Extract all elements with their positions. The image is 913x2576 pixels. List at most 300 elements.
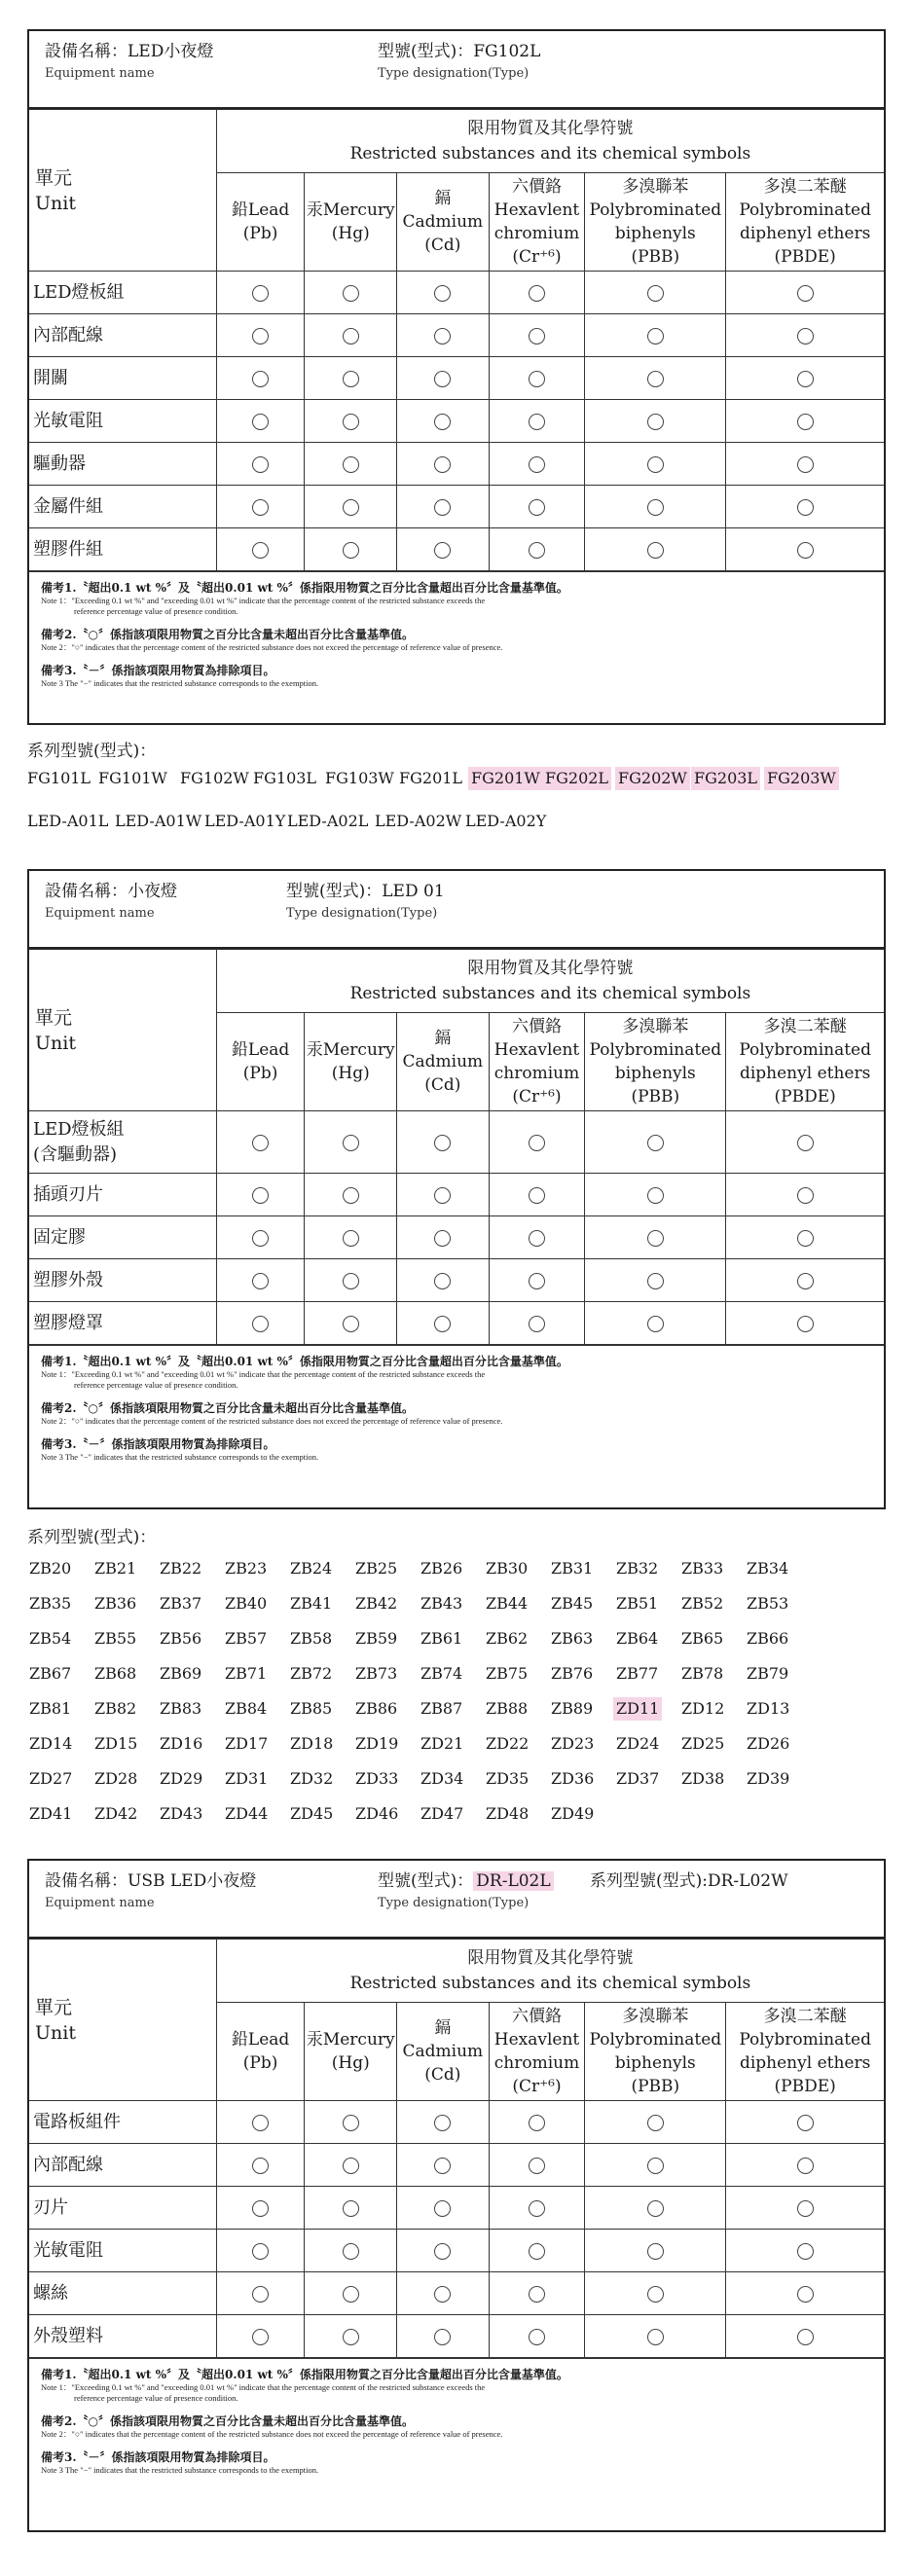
note-en: Note 2："○" indicates that the percentage content of the restricted substance does not exceed the percentage of reference value of presence. <box>41 642 503 652</box>
model-number: ZD45 <box>290 1804 334 1823</box>
compliance-cell <box>585 2315 726 2358</box>
substance-header-line: Polybrominated <box>739 2030 871 2050</box>
circle-icon <box>647 2200 664 2217</box>
substance-header-line: Polybrominated <box>589 1040 722 1060</box>
type-designation: 型號(型式)：FG102L <box>378 42 541 61</box>
header-row <box>29 110 884 173</box>
circle-icon <box>529 542 545 559</box>
compliance-cell <box>305 400 397 443</box>
circle-icon <box>797 499 814 516</box>
table-row <box>29 1174 884 1216</box>
circle-icon <box>647 414 664 430</box>
substance-header-line: 多溴二苯醚 <box>763 2007 847 2026</box>
compliance-cell <box>585 357 726 400</box>
compliance-cell <box>305 2144 397 2187</box>
substance-header-line: 多溴二苯醚 <box>763 1017 847 1036</box>
substance-header-line: Polybrominated <box>589 2030 722 2050</box>
circle-icon <box>647 1135 664 1151</box>
compliance-cell <box>489 2230 585 2272</box>
model-number: ZD15 <box>94 1734 138 1753</box>
substance-header <box>397 173 490 272</box>
circle-icon <box>797 1316 814 1332</box>
substance-header <box>305 1013 397 1111</box>
substance-header <box>585 2003 726 2101</box>
substance-header <box>489 1013 585 1111</box>
equipment-header <box>29 1861 884 1939</box>
model-number: ZD24 <box>616 1734 660 1753</box>
model-number: ZD29 <box>160 1769 203 1788</box>
component-name: 塑膠燈罩 <box>29 1302 216 1345</box>
equipment-header <box>29 31 884 109</box>
circle-icon <box>343 2243 359 2260</box>
circle-icon <box>647 1187 664 1204</box>
circle-icon <box>434 499 451 516</box>
compliance-cell <box>585 1259 726 1302</box>
table-row <box>29 1216 884 1259</box>
circle-icon <box>252 499 269 516</box>
compliance-cell <box>726 357 884 400</box>
component-name: 光敏電阻 <box>29 400 216 443</box>
compliance-cell <box>585 2101 726 2144</box>
substance-header-line: chromium <box>493 224 580 243</box>
model-number: ZB23 <box>225 1559 268 1578</box>
series-title: 系列型號(型式)： <box>27 1528 157 1547</box>
model-number: ZB21 <box>94 1559 137 1578</box>
circle-icon <box>647 2243 664 2260</box>
circle-icon <box>434 328 451 345</box>
substance-header-line: diphenyl ethers <box>739 2053 871 2073</box>
model-number: ZB31 <box>551 1559 594 1578</box>
circle-icon <box>647 2115 664 2131</box>
note-en: reference percentage value of presence condition. <box>74 606 238 616</box>
model-number: ZB85 <box>290 1699 333 1718</box>
circle-icon <box>252 1273 269 1289</box>
compliance-cell <box>216 1111 305 1174</box>
model-number: ZB43 <box>420 1594 463 1613</box>
substance-header-line: Polybrominated <box>739 200 871 220</box>
compliance-cell <box>216 1259 305 1302</box>
type-designation-en: Type designation(Type) <box>378 66 530 81</box>
unit-label-en: Unit <box>35 2021 76 2044</box>
model-number: ZB51 <box>616 1594 659 1613</box>
circle-icon <box>529 285 545 302</box>
unit-header <box>29 110 216 272</box>
compliance-cell <box>216 314 305 357</box>
model-number: ZD22 <box>486 1734 530 1753</box>
compliance-cell <box>305 2272 397 2315</box>
note-cn: 備考1.〝超出0.1 wt %〞及〝超出0.01 wt %〞係指限用物質之百分比含量超出百分比含量基準值。 <box>41 1355 568 1368</box>
compliance-cell <box>726 528 884 571</box>
restricted-label-en: Restricted substances and its chemical symbols <box>349 984 751 1003</box>
header-row <box>29 1940 884 2003</box>
unit-header <box>29 1940 216 2101</box>
model-number: ZB41 <box>290 1594 333 1613</box>
circle-icon <box>252 2200 269 2217</box>
compliance-cell <box>726 443 884 486</box>
circle-icon <box>252 414 269 430</box>
circle-icon <box>797 456 814 473</box>
compliance-cell <box>216 2230 305 2272</box>
component-name: 固定膠 <box>29 1216 216 1259</box>
substance-header <box>397 2003 490 2101</box>
circle-icon <box>252 2115 269 2131</box>
model-number: ZD25 <box>681 1734 725 1753</box>
component-name: 塑膠件組 <box>29 528 216 571</box>
model-number: ZB52 <box>681 1594 724 1613</box>
circle-icon <box>434 456 451 473</box>
circle-icon <box>434 1135 451 1151</box>
compliance-cell <box>397 314 490 357</box>
model-number: ZB62 <box>486 1629 529 1648</box>
model-number: ZB75 <box>486 1664 529 1683</box>
type-designation-en: Type designation(Type) <box>378 1896 530 1910</box>
note-en: reference percentage value of presence condition. <box>74 2393 238 2403</box>
circle-icon <box>647 1316 664 1332</box>
note <box>41 2367 874 2404</box>
note <box>41 1400 874 1427</box>
circle-icon <box>343 371 359 387</box>
compliance-cell <box>585 1174 726 1216</box>
model-number: ZB71 <box>225 1664 268 1683</box>
restricted-substances-header <box>216 1940 884 2003</box>
model-number: FG201L <box>399 769 463 787</box>
component-name: 塑膠外殼 <box>29 1259 216 1302</box>
circle-icon <box>252 1230 269 1247</box>
model-number: ZD37 <box>616 1769 660 1788</box>
compliance-cell <box>585 272 726 314</box>
compliance-cell <box>216 486 305 528</box>
component-name-line: (含驅動器) <box>33 1143 118 1165</box>
substance-header-line: 鉛Lead <box>231 1040 290 1060</box>
model-number: LED-A02W <box>375 812 462 830</box>
model-number: ZB26 <box>420 1559 463 1578</box>
model-number: LED-A01L <box>27 812 109 830</box>
circle-icon <box>343 1187 359 1204</box>
compliance-cell <box>726 314 884 357</box>
circle-icon <box>252 2329 269 2345</box>
substance-header-line: (Cd) <box>424 236 461 255</box>
substance-header-line: Hexavlent <box>493 200 580 220</box>
circle-icon <box>529 371 545 387</box>
compliance-cell <box>489 314 585 357</box>
compliance-cell <box>397 400 490 443</box>
model-number: ZB22 <box>160 1559 202 1578</box>
compliance-cell <box>305 2230 397 2272</box>
circle-icon <box>252 542 269 559</box>
circle-icon <box>434 1230 451 1247</box>
note-cn: 備考3.〝－〞係指該項限用物質為排除項目。 <box>41 664 275 677</box>
equipment-name-en: Equipment name <box>45 906 155 921</box>
compliance-cell <box>585 314 726 357</box>
note <box>41 1436 874 1463</box>
compliance-cell <box>585 2187 726 2230</box>
substance-table <box>29 949 884 1345</box>
substance-header <box>585 1013 726 1111</box>
substance-header-line: 鎘Cadmium <box>402 189 484 232</box>
compliance-cell <box>489 2272 585 2315</box>
model-number: ZB69 <box>160 1664 202 1683</box>
model-number: ZD21 <box>420 1734 464 1753</box>
note-cn: 備考1.〝超出0.1 wt %〞及〝超出0.01 wt %〞係指限用物質之百分比含量超出百分比含量基準值。 <box>41 2368 568 2381</box>
substance-header-line: (PBB) <box>631 1087 680 1107</box>
restricted-label-en: Restricted substances and its chemical symbols <box>349 1974 751 1993</box>
component-name: 外殼塑料 <box>29 2315 216 2358</box>
substance-header-line: (PBDE) <box>774 1087 836 1107</box>
table-row <box>29 528 884 571</box>
model-number: ZD42 <box>94 1804 138 1823</box>
table-row <box>29 1259 884 1302</box>
substance-header <box>216 1013 305 1111</box>
restricted-substances-header <box>216 950 884 1013</box>
circle-icon <box>343 2115 359 2131</box>
compliance-cell <box>489 357 585 400</box>
substance-header <box>397 1013 490 1111</box>
compliance-cell <box>305 1111 397 1174</box>
circle-icon <box>343 2286 359 2303</box>
restricted-label-cn: 限用物質及其化學符號 <box>467 959 634 978</box>
table-row <box>29 443 884 486</box>
circle-icon <box>252 1135 269 1151</box>
model-number: ZB20 <box>29 1559 72 1578</box>
model-number: ZB72 <box>290 1664 333 1683</box>
circle-icon <box>343 2158 359 2174</box>
unit-label-en: Unit <box>35 192 76 214</box>
model-number-highlighted: ZD11 <box>613 1697 662 1721</box>
substance-header <box>305 2003 397 2101</box>
model-number: ZB78 <box>681 1664 724 1683</box>
note <box>41 1354 874 1391</box>
model-number: ZD35 <box>486 1769 530 1788</box>
circle-icon <box>529 2329 545 2345</box>
compliance-cell <box>216 1216 305 1259</box>
rohs-table-1 <box>27 29 886 725</box>
table-row <box>29 2187 884 2230</box>
notes <box>29 2358 884 2491</box>
component-name: 插頭刃片 <box>29 1174 216 1216</box>
substance-header-line: 多溴聯苯 <box>622 1017 689 1036</box>
model-number: ZB82 <box>94 1699 137 1718</box>
compliance-cell <box>489 1259 585 1302</box>
component-name-line: LED燈板組 <box>33 1118 125 1140</box>
circle-icon <box>529 2286 545 2303</box>
circle-icon <box>434 414 451 430</box>
compliance-cell <box>585 1302 726 1345</box>
substance-header-line: (PBB) <box>631 247 680 267</box>
circle-icon <box>252 2158 269 2174</box>
model-number: ZD26 <box>747 1734 790 1753</box>
compliance-cell <box>216 2187 305 2230</box>
circle-icon <box>252 371 269 387</box>
restricted-label-en: Restricted substances and its chemical symbols <box>349 144 751 163</box>
compliance-cell <box>216 2144 305 2187</box>
compliance-cell <box>305 1216 397 1259</box>
note-cn: 備考2.〝○〞係指該項限用物質之百分比含量未超出百分比含量基準值。 <box>41 2414 415 2428</box>
circle-icon <box>647 499 664 516</box>
model-number: ZB64 <box>616 1629 659 1648</box>
equipment-name-en: Equipment name <box>45 66 155 81</box>
note-en: reference percentage value of presence condition. <box>74 1380 238 1390</box>
note <box>41 2449 874 2476</box>
compliance-cell <box>397 1174 490 1216</box>
model-number: ZB55 <box>94 1629 137 1648</box>
model-number: ZD32 <box>290 1769 334 1788</box>
compliance-cell <box>489 443 585 486</box>
compliance-cell <box>397 2315 490 2358</box>
circle-icon <box>529 2200 545 2217</box>
note-en: Note 2："○" indicates that the percentage content of the restricted substance does not exceed the percentage of reference value of presence. <box>41 2429 503 2439</box>
substance-header-line: chromium <box>493 1064 580 1083</box>
circle-icon <box>647 2286 664 2303</box>
compliance-cell <box>726 1302 884 1345</box>
substance-header-line: biphenyls <box>614 1064 696 1083</box>
circle-icon <box>529 2158 545 2174</box>
compliance-cell <box>585 486 726 528</box>
compliance-cell <box>585 2272 726 2315</box>
model-number: ZB54 <box>29 1629 72 1648</box>
model-number: LED-A02L <box>287 812 369 830</box>
model-number: ZD41 <box>29 1804 73 1823</box>
circle-icon <box>647 371 664 387</box>
circle-icon <box>434 2286 451 2303</box>
model-number: ZD31 <box>225 1769 269 1788</box>
series-title: 系列型號(型式)： <box>27 742 157 761</box>
unit-label-en: Unit <box>35 1032 76 1054</box>
table-row <box>29 2272 884 2315</box>
circle-icon <box>797 371 814 387</box>
notes <box>29 571 884 705</box>
model-number: ZB40 <box>225 1594 268 1613</box>
circle-icon <box>647 328 664 345</box>
component-name: 驅動器 <box>29 443 216 486</box>
note-cn: 備考1.〝超出0.1 wt %〞及〝超出0.01 wt %〞係指限用物質之百分比含量超出百分比含量基準值。 <box>41 581 568 595</box>
compliance-cell <box>726 1174 884 1216</box>
note <box>41 663 874 689</box>
circle-icon <box>797 542 814 559</box>
circle-icon <box>252 1187 269 1204</box>
compliance-cell <box>305 1259 397 1302</box>
compliance-cell <box>585 528 726 571</box>
circle-icon <box>343 285 359 302</box>
circle-icon <box>529 1273 545 1289</box>
compliance-cell <box>397 1259 490 1302</box>
model-number: ZB87 <box>420 1699 463 1718</box>
model-number: ZD28 <box>94 1769 138 1788</box>
substance-header-line: (Cd) <box>424 2065 461 2085</box>
circle-icon <box>434 1316 451 1332</box>
compliance-cell <box>397 2144 490 2187</box>
circle-icon <box>434 371 451 387</box>
note <box>41 627 874 653</box>
type-designation <box>378 1869 554 1894</box>
equipment-header <box>29 871 884 949</box>
substance-header-line: 汞Mercury <box>306 1040 395 1060</box>
model-number-highlighted: FG202L <box>542 767 611 790</box>
circle-icon <box>434 2115 451 2131</box>
model-number: ZB58 <box>290 1629 333 1648</box>
model-number-highlighted: FG203W <box>764 767 839 790</box>
model-number: ZB44 <box>486 1594 529 1613</box>
model-number: ZD19 <box>355 1734 399 1753</box>
model-number: ZB74 <box>420 1664 463 1683</box>
model-number: ZB53 <box>747 1594 789 1613</box>
model-number: ZB32 <box>616 1559 659 1578</box>
model-number: ZB81 <box>29 1699 72 1718</box>
model-number: ZD48 <box>486 1804 530 1823</box>
component-name: 電路板組件 <box>29 2101 216 2144</box>
model-number: ZD47 <box>420 1804 464 1823</box>
compliance-cell <box>397 2230 490 2272</box>
substance-header-line: (Hg) <box>331 224 370 243</box>
model-number: ZD43 <box>160 1804 203 1823</box>
model-number: ZD14 <box>29 1734 73 1753</box>
substance-header-line: (Hg) <box>331 1064 370 1083</box>
circle-icon <box>529 414 545 430</box>
circle-icon <box>343 2329 359 2345</box>
substance-header <box>305 173 397 272</box>
circle-icon <box>252 328 269 345</box>
equipment-name: 設備名稱：小夜燈 <box>45 882 177 901</box>
compliance-cell <box>489 1174 585 1216</box>
circle-icon <box>252 285 269 302</box>
model-number: FG101L <box>27 769 91 787</box>
substance-header-line: 六價鉻 <box>512 2007 563 2026</box>
compliance-cell <box>585 2230 726 2272</box>
component-name: 內部配線 <box>29 2144 216 2187</box>
circle-icon <box>343 2200 359 2217</box>
equipment-name-en: Equipment name <box>45 1896 155 1910</box>
substance-header-line: Polybrominated <box>739 1040 871 1060</box>
note-cn: 備考2.〝○〞係指該項限用物質之百分比含量未超出百分比含量基準值。 <box>41 1401 415 1415</box>
restricted-label-cn: 限用物質及其化學符號 <box>467 119 634 138</box>
circle-icon <box>797 2115 814 2131</box>
restricted-substances-header <box>216 110 884 173</box>
compliance-cell <box>726 2315 884 2358</box>
compliance-cell <box>397 443 490 486</box>
substance-header-line: 六價鉻 <box>512 1017 563 1036</box>
circle-icon <box>529 328 545 345</box>
component-name: 刃片 <box>29 2187 216 2230</box>
compliance-cell <box>585 1111 726 1174</box>
substance-header-line: diphenyl ethers <box>739 1064 871 1083</box>
compliance-cell <box>726 2144 884 2187</box>
unit-label-cn: 單元 <box>35 1996 73 2018</box>
model-number: ZD27 <box>29 1769 73 1788</box>
model-number: ZD13 <box>747 1699 790 1718</box>
circle-icon <box>434 1187 451 1204</box>
model-number: ZB24 <box>290 1559 333 1578</box>
circle-icon <box>797 1135 814 1151</box>
note <box>41 580 874 617</box>
compliance-cell <box>216 528 305 571</box>
compliance-cell <box>397 357 490 400</box>
note-en: Note 3 The "−" indicates that the restricted substance corresponds to the exemption. <box>41 1452 319 1462</box>
circle-icon <box>529 499 545 516</box>
compliance-cell <box>489 1111 585 1174</box>
compliance-cell <box>305 443 397 486</box>
circle-icon <box>529 2243 545 2260</box>
substance-header <box>585 173 726 272</box>
model-number: ZB61 <box>420 1629 463 1648</box>
circle-icon <box>252 2286 269 2303</box>
circle-icon <box>343 1135 359 1151</box>
table-row <box>29 2315 884 2358</box>
substance-header-line: 六價鉻 <box>512 177 563 197</box>
compliance-cell <box>726 272 884 314</box>
compliance-cell <box>489 1302 585 1345</box>
model-number: ZB76 <box>551 1664 594 1683</box>
circle-icon <box>529 1316 545 1332</box>
model-number: ZB86 <box>355 1699 398 1718</box>
